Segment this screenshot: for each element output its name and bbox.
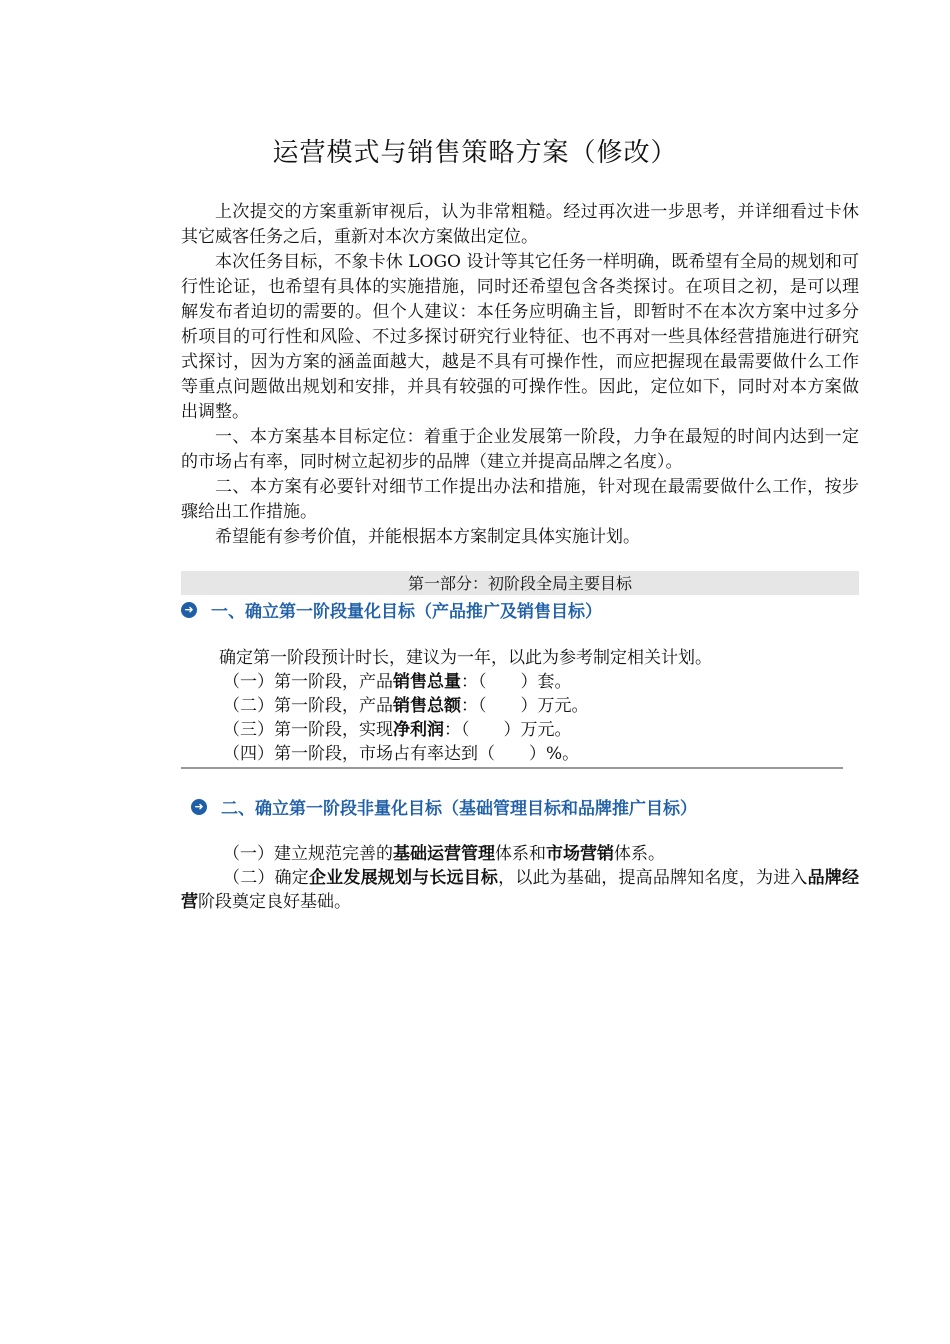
target-paragraph — [181, 842, 859, 866]
para-text: （一）建立规范完善的 — [223, 844, 393, 864]
para-bold: 基础运营管理 — [393, 844, 495, 864]
item-text: ：（ ）万元。 — [444, 720, 572, 740]
para-text: 阶段奠定良好基础。 — [198, 892, 351, 912]
item-bold: 销售总额 — [393, 696, 461, 716]
intro-paragraph: 本次任务目标，不象卡休 LOGO 设计等其它任务一样明确，既希望有全局的规划和可行性论证，也希望有具体的实施措施，同时还希望包含各类探讨。在项目之初，是可以理解发布者迫切的需要的。但个人建议：本任务应明确主旨，即暂时不在本次方案中过多分析项目的可行性和风险、不过多探讨研究行业特征、也不再对一些具体经营措施进行研究式探讨，因为方案的涵盖面越大，越是不具有可操作性，而应把握现在最需要做什么工作等重点问题做出规划和安排，并具有较强的可操作性。因此，定位如下，同时对本方案做出调整。 — [181, 252, 859, 422]
para-bold: 企业发展规划与长远目标 — [308, 868, 499, 888]
intro-paragraph: 二、本方案有必要针对细节工作提出办法和措施，针对现在最需要做什么工作，按步骤给出工作措施。 — [181, 477, 859, 522]
para-text: （二）确定 — [223, 868, 309, 888]
heading-text: 一、确立第一阶段量化目标（产品推广及销售目标） — [211, 602, 602, 622]
item-bold: 销售总量 — [393, 672, 461, 692]
para-text: 体系。 — [614, 844, 665, 864]
part-one-header: 第一部分：初阶段全局主要目标 — [181, 571, 859, 595]
intro-paragraph: 上次提交的方案重新审视后，认为非常粗糙。经过再次进一步思考，并详细看过卡休其它威客任务之后，重新对本次方案做出定位。 — [181, 202, 859, 247]
para-bold: 品牌经营 — [181, 868, 860, 912]
intro-paragraph: 希望能有参考价值，并能根据本方案制定具体实施计划。 — [215, 527, 640, 547]
item-text: （二）第一阶段，产品 — [223, 696, 393, 716]
arrow-circle-icon: ➜ — [191, 799, 207, 815]
intro-section — [181, 200, 859, 550]
section-heading-quantified — [181, 597, 602, 622]
heading-text: 二、确立第一阶段非量化目标（基础管理目标和品牌推广目标） — [221, 799, 697, 819]
item-text: （一）第一阶段，产品 — [223, 672, 393, 692]
arrow-circle-icon: ➜ — [181, 602, 197, 618]
para-bold: 市场营销 — [546, 844, 614, 864]
target-item — [181, 670, 859, 694]
target-item — [181, 694, 859, 718]
para-text: ，以此为基础，提高品牌知名度，为进入 — [498, 868, 808, 888]
section-divider — [181, 767, 843, 769]
item-text: ：（ ）万元。 — [461, 696, 589, 716]
section-heading-non-quantified — [191, 794, 697, 819]
quantified-targets — [181, 646, 859, 766]
lead-sentence: 确定第一阶段预计时长，建议为一年，以此为参考制定相关计划。 — [219, 648, 712, 668]
item-text: （三）第一阶段，实现 — [223, 720, 393, 740]
target-item — [181, 742, 859, 766]
para-text: 体系和 — [495, 844, 546, 864]
non-quantified-targets — [181, 842, 859, 914]
item-text: （四）第一阶段，市场占有率达到（ ）%。 — [223, 744, 580, 764]
target-item — [181, 718, 859, 742]
item-text: ：（ ）套。 — [461, 672, 572, 692]
intro-paragraph: 一、本方案基本目标定位：着重于企业发展第一阶段，力争在最短的时间内达到一定的市场占有率，同时树立起初步的品牌（建立并提高品牌之名度）。 — [181, 427, 859, 472]
item-bold: 净利润 — [393, 720, 444, 740]
document-title: 运营模式与销售策略方案（修改） — [272, 138, 678, 168]
target-paragraph — [181, 866, 859, 914]
